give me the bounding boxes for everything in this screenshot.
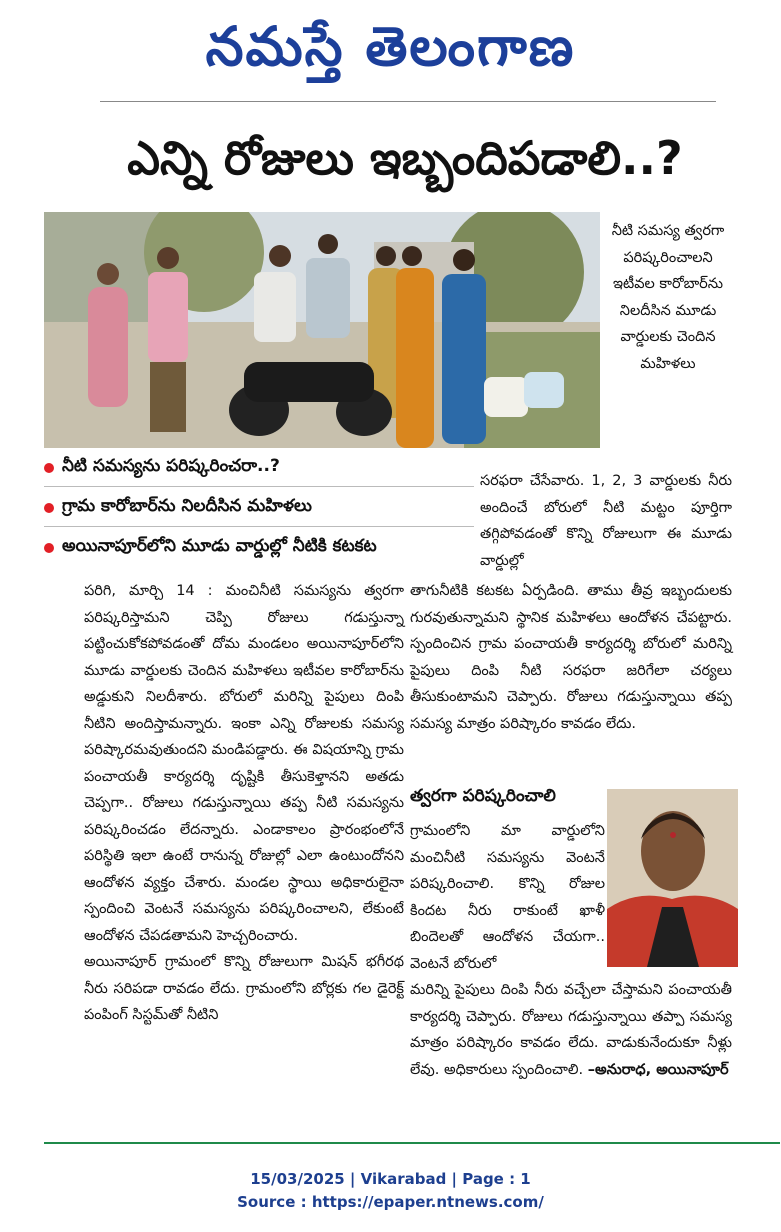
portrait-photo bbox=[607, 789, 738, 967]
masthead-logo: నమస్తే తెలంగాణ bbox=[205, 14, 576, 78]
red-bullet-icon bbox=[44, 463, 54, 473]
footer-source: Source : https://epaper.ntnews.com/ bbox=[237, 1193, 544, 1211]
quote-signature: –అనురాధ, అయినాపూర్ bbox=[587, 1061, 729, 1078]
news-photo bbox=[44, 212, 600, 448]
highlight-bullet-3 bbox=[44, 532, 474, 564]
highlight-text: గ్రామ కారోబార్‌ను నిలదీసిన మహిళలు bbox=[62, 496, 312, 516]
footer-divider bbox=[44, 1142, 780, 1144]
highlight-bullet-1 bbox=[44, 452, 474, 484]
footer-date-edition: 15/03/2025 | Vikarabad | Page : 1 bbox=[250, 1170, 531, 1188]
highlight-bullet-2 bbox=[44, 492, 474, 524]
article-body-middle: తాగునీటికి కటకట ఏర్పడింది. తాము తీవ్ర ఇబ్బందులకు గురవుతున్నామని స్థానిక మహిళలు ఆందోళన చేపట్టారు. స్పందించిన గ్రామ పంచాయతీ కార్యదర్శి బోరులో మరిన్ని పైపులు దింపి నీటి సరఫరా జరిగేలా చర్యలు తీసుకుంటామని చెప్పారు. రోజులు గడుస్తున్నాయి తప్ప సమస్య మాత్రం పరిష్కారం కావడం లేదు. bbox=[410, 583, 732, 732]
quote-text: మరిన్ని పైపులు దింపి నీరు వచ్చేలా చేస్తామని పంచాయతీ కార్యదర్శి చెప్పారు. రోజులు గడుస్తున్నాయి తప్పా సమస్య మాత్రం పరిష్కారం కావడం లేదు. వాడుకునేందుకూ నీళ్లు లేవు. అధికారులు స్పందించాలి. bbox=[410, 982, 732, 1078]
photo-illustration bbox=[44, 212, 600, 448]
portrait-illustration bbox=[607, 789, 738, 967]
quote-body-2 bbox=[410, 977, 732, 1083]
photo-caption: నీటి సమస్య త్వరగా పరిష్కరించాలని ఇటీవల కారోబార్‌ను నిలదీసిన మూడు వార్డులకు చెందిన మహిళలు bbox=[611, 223, 725, 372]
article-body-right-top: సరఫరా చేసేవారు. 1, 2, 3 వార్డులకు నీరు అందించే బోరులో నీటి మట్టం పూర్తిగా తగ్గిపోవడంతో కొన్ని రోజులుగా ఈ మూడు వార్డుల్లో bbox=[480, 473, 732, 569]
masthead-divider bbox=[100, 101, 716, 102]
bullet-divider bbox=[44, 526, 474, 527]
highlight-text: అయినాపూర్‌లోని మూడు వార్డుల్లో నీటికి కటకట bbox=[62, 536, 377, 556]
headline: ఎన్ని రోజులు ఇబ్బందిపడాలి..? bbox=[127, 131, 683, 185]
subheading: త్వరగా పరిష్కరించాలి bbox=[410, 786, 556, 806]
quote-body-1: గ్రామంలోని మా వార్డులోని మంచినీటి సమస్యను వెంటనే పరిష్కరించాలి. కొన్ని రోజుల కిందట నీరు రాకుంటే ఖాళీ బిందెలతో ఆందోళన చేయగా.. వెంటనే బోరులో bbox=[410, 823, 605, 972]
bullet-divider bbox=[44, 486, 474, 487]
red-bullet-icon bbox=[44, 543, 54, 553]
red-bullet-icon bbox=[44, 503, 54, 513]
article-body-left bbox=[84, 578, 404, 1029]
article-paragraph-1: పరిగి, మార్చి 14 : మంచినీటి సమస్యను త్వరగా పరిష్కరిస్తామని చెప్పి రోజులు గడుస్తున్నా పట్టించుకోకపోవడంతో దోమ మండలం అయినాపూర్‌లోని మూడు వార్డులకు చెందిన మహిళలు ఇటీవల కారోబార్‌ను అడ్డుకుని నిలదీశారు. బోరులో మరిన్ని పైపులు దింపి నీటిని అందిస్తామన్నారు. ఇంకా ఎన్ని రోజులకు సమస్య పరిష్కారమవుతుందని మండిపడ్డారు. ఈ విషయాన్ని గ్రామ పంచాయతీ కార్యదర్శి దృష్టికి తీసుకెళ్తానని అతడు చెప్పగా.. రోజులు గడుస్తున్నాయి తప్ప నీటి సమస్యను పరిష్కరించడం లేదన్నారు. ఎండాకాలం ప్రారంభంలోనే పరిస్థితి ఇలా ఉంటే రానున్న రోజుల్లో ఎలా ఉంటుందోనని ఆందోళన వ్యక్తం చేశారు. మండల స్థాయి అధికారులైనా స్పందించి వెంటనే సమస్యను పరిష్కరించాలని, లేకుంటే ఆందోళన చేపడతామని హెచ్చరించారు. bbox=[84, 583, 404, 944]
article-paragraph-2: అయినాపూర్ గ్రామంలో కొన్ని రోజులుగా మిషన్ భగీరథ నీరు సరిపడా రావడం లేదు. గ్రామంలోని బోర్లకు గల డైరెక్ట్ పంపింగ్ సిస్టమ్‌తో నీటిని bbox=[84, 954, 404, 1023]
highlight-text: నీటి సమస్యను పరిష్కరించరా..? bbox=[62, 456, 280, 476]
